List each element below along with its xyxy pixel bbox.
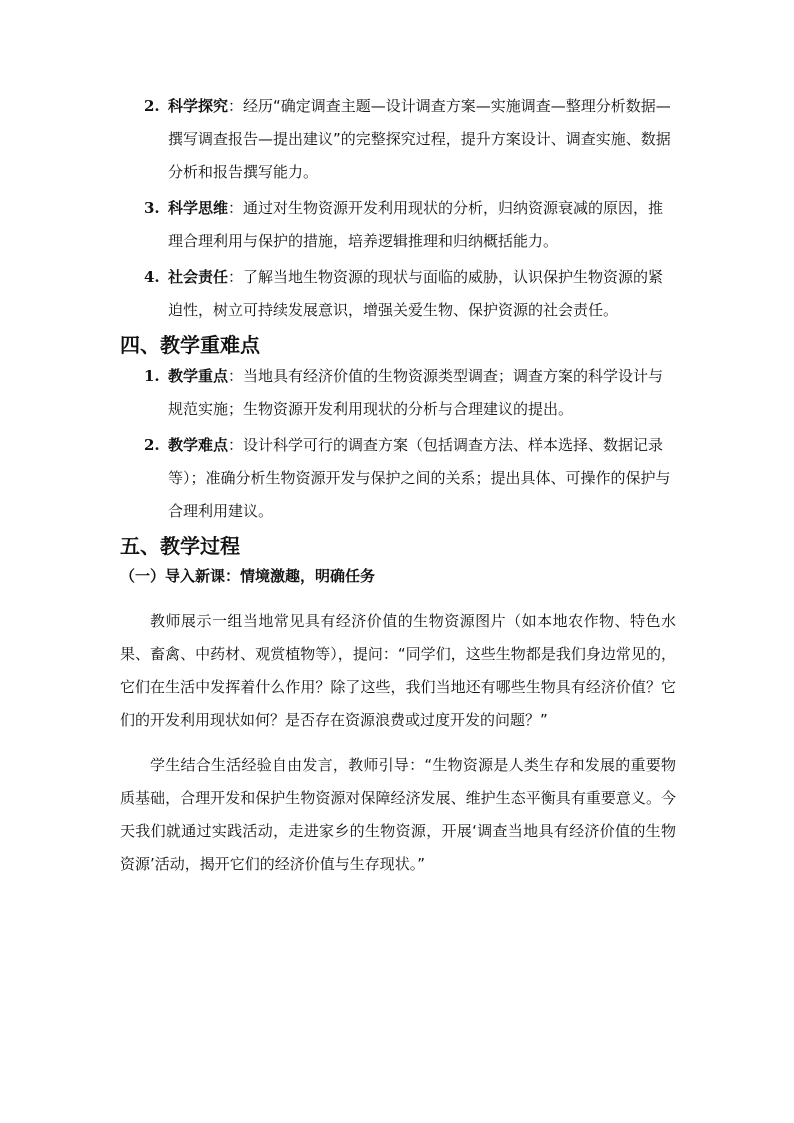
item-number: 2.: [144, 97, 160, 115]
section-heading-teaching-process: 五、教学过程: [120, 534, 240, 558]
key-points-list: [120, 360, 676, 528]
document-content: [120, 90, 676, 893]
item-text: 通过对生物资源开发利用现状的分析，归纳资源衰减的原因，推理合理利用与保护的措施，培养逻辑推理和归纳概括能力。: [168, 199, 664, 250]
item-number: 3.: [144, 199, 160, 217]
list-item: [120, 261, 676, 327]
item-separator: ：: [228, 199, 244, 217]
paragraph: 学生结合生活经验自由发言，教师引导：“生物资源是人类生存和发展的重要物质基础，合理开发和保护生物资源对保障经济发展、维护生态平衡具有重要意义。今天我们就通过实践活动，走进家乡的生物资源，开展‘调查当地具有经济价值的生物资源’活动，揭开它们的经济价值与生存现状。”: [120, 756, 676, 873]
subsection-heading-introduction: （一）导入新课：情境激趣，明确任务: [120, 567, 376, 585]
item-text: 设计科学可行的调查方案（包括调查方法、样本选择、数据记录等）；准确分析生物资源开发与保护之间的关系；提出具体、可操作的保护与合理利用建议。: [168, 436, 671, 520]
objectives-list: [120, 90, 676, 327]
item-term: 科学思维: [168, 199, 229, 217]
item-term: 教学重点: [168, 367, 229, 385]
list-item: [120, 429, 676, 528]
list-item: [120, 360, 676, 426]
item-separator: ：: [228, 268, 244, 286]
item-text: 了解当地生物资源的现状与面临的威胁，认识保护生物资源的紧迫性，树立可持续发展意识，增强关爱生物、保护资源的社会责任。: [168, 268, 664, 319]
item-separator: ：: [228, 436, 244, 454]
paragraph: 教师展示一组当地常见具有经济价值的生物资源图片（如本地农作物、特色水果、畜禽、中药材、观赏植物等），提问：“同学们，这些生物都是我们身边常见的，它们在生活中发挥着什么作用？除了这些，我们当地还有哪些生物具有经济价值？它们的开发利用现状如何？是否存在资源浪费或过度开发的问题？”: [120, 612, 676, 729]
list-item: [120, 90, 676, 189]
item-term: 社会责任: [168, 268, 229, 286]
section-heading-key-points: 四、教学重难点: [120, 333, 260, 357]
item-number: 1.: [144, 367, 160, 385]
item-number: 4.: [144, 268, 160, 286]
item-text: 经历“确定调查主题—设计调查方案—实施调查—整理分析数据—撰写调查报告—提出建议”的完整探究过程，提升方案设计、调查实施、数据分析和报告撰写能力。: [168, 97, 671, 181]
item-text: 当地具有经济价值的生物资源类型调查；调查方案的科学设计与规范实施；生物资源开发利用现状的分析与合理建议的提出。: [168, 367, 664, 418]
item-separator: ：: [228, 97, 244, 115]
list-item: [120, 192, 676, 258]
item-term: 科学探究: [168, 97, 229, 115]
item-separator: ：: [228, 367, 244, 385]
item-term: 教学难点: [168, 436, 229, 454]
item-number: 2.: [144, 436, 160, 454]
